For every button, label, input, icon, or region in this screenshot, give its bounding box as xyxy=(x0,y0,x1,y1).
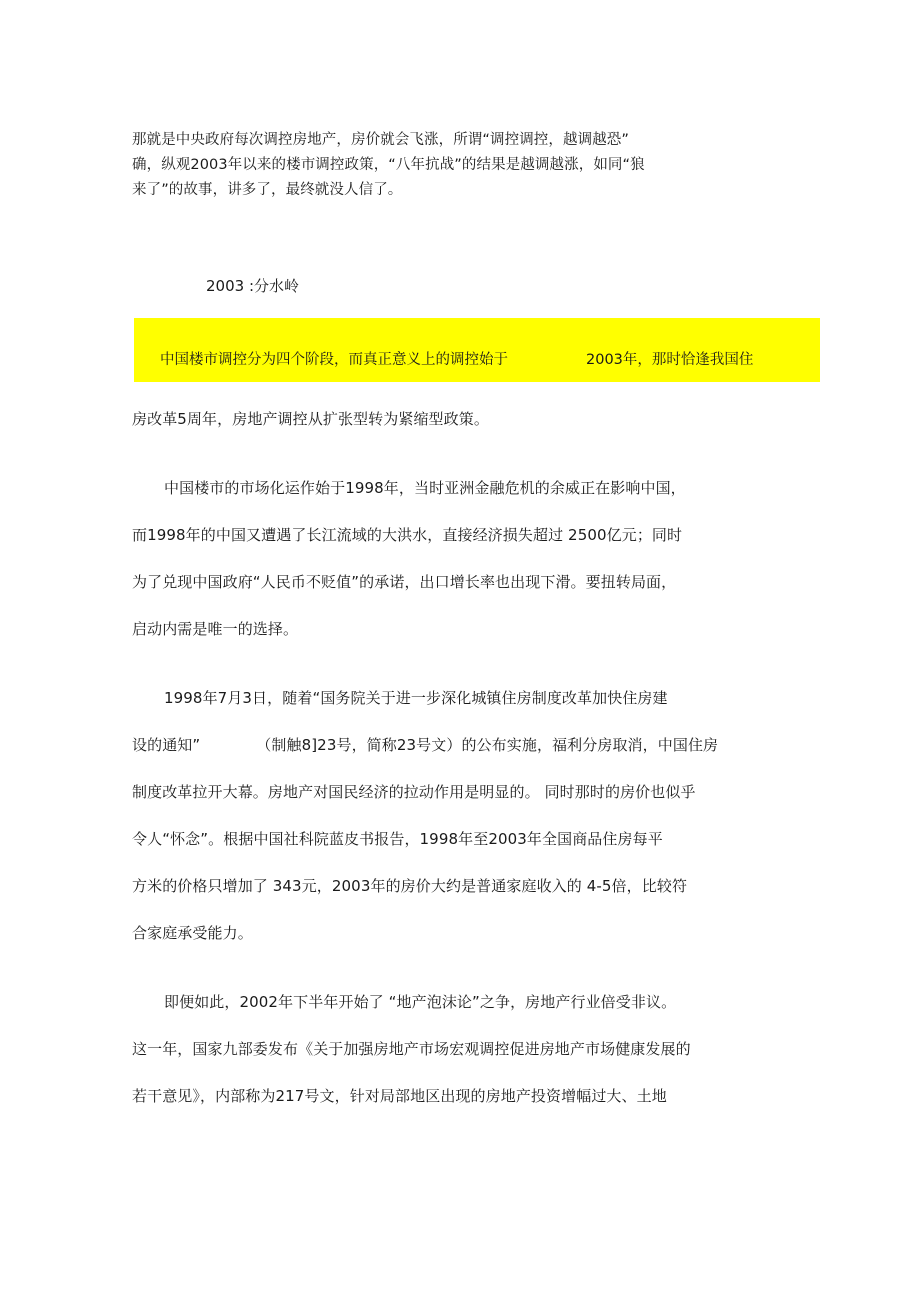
document-text-column xyxy=(132,128,820,1120)
highlight-band-text xyxy=(160,350,812,370)
paragraph-4-line-4: 令人“怀念”。根据中国社科院蓝皮书报告，1998年至2003年全国商品住房每平 xyxy=(132,830,663,848)
paragraph-3-line-1: 中国楼市的市场化运作始于1998年，当时亚洲金融危机的余威正在影响中国， xyxy=(164,479,686,497)
paragraph-5-line-1: 即便如此，2002年下半年开始了 “地产泡沫论”之争，房地产行业倍受非议。 xyxy=(164,993,677,1011)
intro-line-1: 那就是中央政府每次调控房地产，房价就会飞涨，所谓“调控调控，越调越恐” xyxy=(132,132,630,148)
paragraph-4-line-5: 方米的价格只增加了 343元，2003年的房价大约是普通家庭收入的 4-5倍，比较符 xyxy=(132,877,688,895)
intro-paragraph xyxy=(132,128,820,203)
paragraph-4-line-2-part-a: 设的通知” xyxy=(132,736,201,754)
paragraph-5 xyxy=(132,979,820,1120)
highlight-text-before-gap: 中国楼市调控分为四个阶段，而真正意义上的调控始于 xyxy=(160,352,508,368)
paragraph-4-line-1: 1998年7月3日，随着“国务院关于进一步深化城镇住房制度改革加快住房建 xyxy=(164,689,668,707)
section-heading: 2003 :分水岭 xyxy=(206,277,299,295)
paragraph-5-line-2: 这一年，国家九部委发布《关于加强房地产市场宏观调控促进房地产市场健康发展的 xyxy=(132,1040,691,1058)
paragraph-4-line-6: 合家庭承受能力。 xyxy=(132,924,253,942)
paragraph-3-line-3: 为了兑现中国政府“人民币不贬值”的承诺，出口增长率也出现下滑。要扭转局面， xyxy=(132,573,677,591)
intro-line-2: 确，纵观2003年以来的楼市调控政策，“八年抗战”的结果是越调越涨，如同“狼 xyxy=(132,157,645,173)
paragraph-4-line-3: 制度改革拉开大幕。房地产对国民经济的拉动作用是明显的。 同时那时的房价也似乎 xyxy=(132,783,696,801)
paragraph-4 xyxy=(132,675,820,957)
intro-line-3: 来了”的故事，讲多了，最终就没人信了。 xyxy=(132,182,403,198)
paragraph-4-line-2-part-b: （制触8]23号，简称23号文）的公布实施，福利分房取消，中国住房 xyxy=(256,736,719,754)
paragraph-3-line-4: 启动内需是唯一的选择。 xyxy=(132,620,299,638)
paragraph-4-line-2 xyxy=(132,722,820,769)
paragraph-3-line-2: 而1998年的中国又遭遇了长江流域的大洪水，直接经济损失超过 2500亿元；同时 xyxy=(132,526,683,544)
highlight-text-after-gap: 2003年，那时恰逢我国住 xyxy=(586,352,754,368)
paragraph-2 xyxy=(132,396,820,443)
paragraph-5-line-3: 若干意见》，内部称为217号文，针对局部地区出现的房地产投资增幅过大、土地 xyxy=(132,1087,667,1105)
paragraph-3 xyxy=(132,465,820,653)
highlighted-text-block xyxy=(134,318,820,382)
paragraph-2-line-1: 房改革5周年，房地产调控从扩张型转为紧缩型政策。 xyxy=(132,410,489,428)
